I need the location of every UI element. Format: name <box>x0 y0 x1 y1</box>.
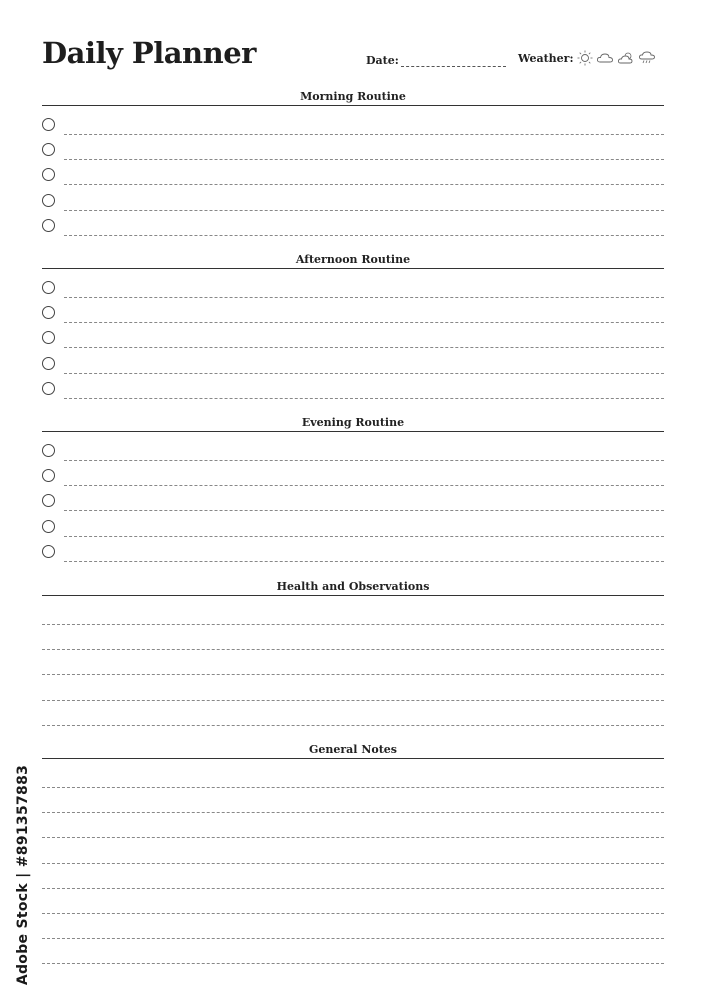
checkbox-circle[interactable] <box>42 469 55 482</box>
checklist-row[interactable] <box>42 305 664 323</box>
checklist-row[interactable] <box>42 280 664 298</box>
section-title-afternoon-routine: Afternoon Routine <box>295 253 411 266</box>
checkbox-circle[interactable] <box>42 382 55 395</box>
date-line[interactable] <box>401 57 506 67</box>
checkbox-circle[interactable] <box>42 331 55 344</box>
writing-line[interactable] <box>42 863 664 864</box>
note-line[interactable] <box>42 871 664 889</box>
checklist-row[interactable] <box>42 519 664 537</box>
checklist-row[interactable] <box>42 356 664 374</box>
writing-line[interactable] <box>64 460 664 461</box>
writing-line[interactable] <box>64 398 664 399</box>
note-line[interactable] <box>42 657 664 675</box>
checklist-row[interactable] <box>42 544 664 562</box>
checkbox-circle[interactable] <box>42 494 55 507</box>
checklist-row[interactable] <box>42 142 664 160</box>
checklist-row[interactable] <box>42 381 664 399</box>
writing-line[interactable] <box>42 787 664 788</box>
checkbox-circle[interactable] <box>42 357 55 370</box>
checklist-row[interactable] <box>42 493 664 511</box>
section-rule <box>42 105 664 106</box>
checklist-row[interactable] <box>42 443 664 461</box>
checklist-row[interactable] <box>42 193 664 211</box>
writing-line[interactable] <box>42 913 664 914</box>
checklist-row[interactable] <box>42 468 664 486</box>
writing-line[interactable] <box>64 184 664 185</box>
note-line[interactable] <box>42 683 664 701</box>
section-rule <box>42 268 664 269</box>
watermark-text: Adobe Stock | #891357883 <box>15 764 31 986</box>
writing-line[interactable] <box>64 510 664 511</box>
writing-line[interactable] <box>42 700 664 701</box>
page-title: Daily Planner <box>42 36 256 70</box>
writing-line[interactable] <box>64 210 664 211</box>
date-field[interactable] <box>366 54 506 67</box>
checkbox-circle[interactable] <box>42 143 55 156</box>
checkbox-circle[interactable] <box>42 545 55 558</box>
stock-watermark <box>12 760 34 990</box>
note-line[interactable] <box>42 795 664 813</box>
note-line[interactable] <box>42 896 664 914</box>
checkbox-circle[interactable] <box>42 306 55 319</box>
note-line[interactable] <box>42 946 664 964</box>
checkbox-circle[interactable] <box>42 444 55 457</box>
writing-line[interactable] <box>42 938 664 939</box>
section-title-health-and-observations: Health and Observations <box>276 580 430 593</box>
writing-line[interactable] <box>64 235 664 236</box>
section-rule <box>42 595 664 596</box>
checkbox-circle[interactable] <box>42 118 55 131</box>
checklist-row[interactable] <box>42 330 664 348</box>
writing-line[interactable] <box>42 888 664 889</box>
checklist-row[interactable] <box>42 218 664 236</box>
note-line[interactable] <box>42 921 664 939</box>
sun-icon[interactable] <box>577 50 593 66</box>
writing-line[interactable] <box>64 536 664 537</box>
checkbox-circle[interactable] <box>42 168 55 181</box>
writing-line[interactable] <box>64 561 664 562</box>
writing-line[interactable] <box>64 297 664 298</box>
writing-line[interactable] <box>42 812 664 813</box>
weather-label: Weather: <box>518 51 574 65</box>
section-title-evening-routine: Evening Routine <box>301 416 405 429</box>
checklist-row[interactable] <box>42 167 664 185</box>
writing-line[interactable] <box>64 347 664 348</box>
partly-cloudy-icon[interactable] <box>617 51 635 65</box>
writing-line[interactable] <box>64 322 664 323</box>
checkbox-circle[interactable] <box>42 219 55 232</box>
rain-cloud-icon[interactable] <box>638 50 656 66</box>
note-line[interactable] <box>42 607 664 625</box>
cloud-icon[interactable] <box>596 51 614 65</box>
checklist-row[interactable] <box>42 117 664 135</box>
writing-line[interactable] <box>42 837 664 838</box>
writing-line[interactable] <box>42 674 664 675</box>
note-line[interactable] <box>42 846 664 864</box>
writing-line[interactable] <box>42 649 664 650</box>
section-title-morning-routine: Morning Routine <box>300 90 406 103</box>
date-label: Date: <box>366 54 399 67</box>
writing-line[interactable] <box>42 624 664 625</box>
checkbox-circle[interactable] <box>42 520 55 533</box>
weather-field <box>518 50 656 66</box>
writing-line[interactable] <box>42 725 664 726</box>
writing-line[interactable] <box>64 134 664 135</box>
section-rule <box>42 431 664 432</box>
writing-line[interactable] <box>64 159 664 160</box>
note-line[interactable] <box>42 708 664 726</box>
note-line[interactable] <box>42 770 664 788</box>
checkbox-circle[interactable] <box>42 281 55 294</box>
note-line[interactable] <box>42 632 664 650</box>
writing-line[interactable] <box>64 373 664 374</box>
note-line[interactable] <box>42 820 664 838</box>
section-title-general-notes: General Notes <box>309 743 397 756</box>
checkbox-circle[interactable] <box>42 194 55 207</box>
section-rule <box>42 758 664 759</box>
writing-line[interactable] <box>64 485 664 486</box>
writing-line[interactable] <box>42 963 664 964</box>
